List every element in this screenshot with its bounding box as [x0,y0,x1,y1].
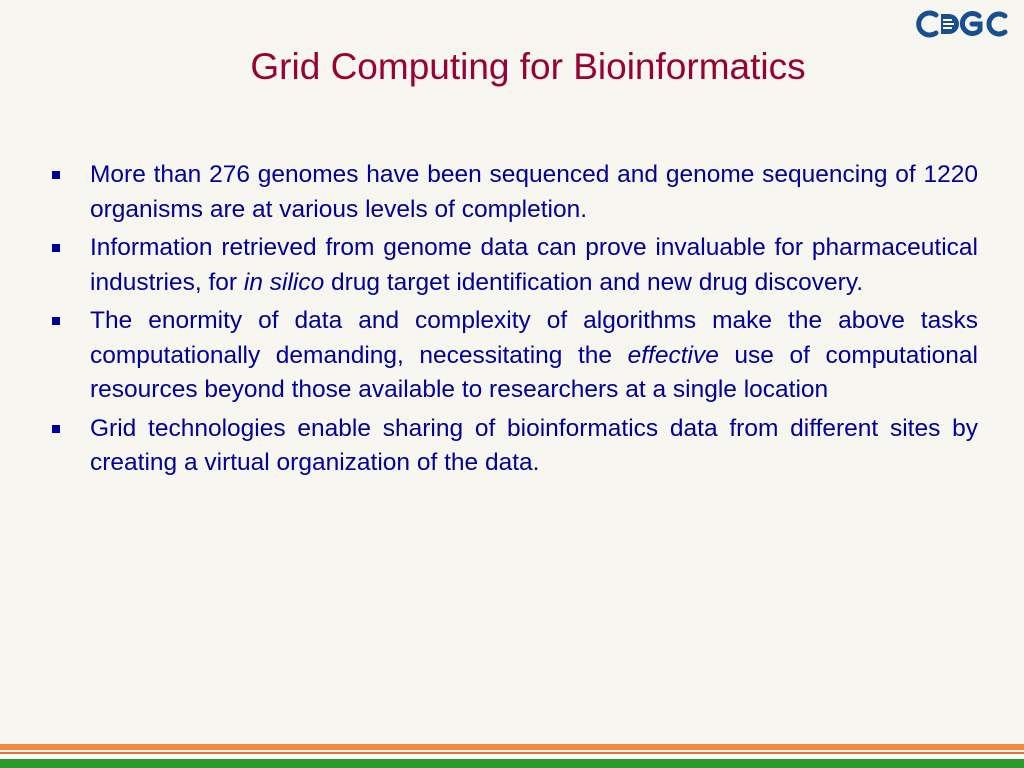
bullet-text [90,234,978,296]
bullet-item [50,304,978,408]
slide-title: Grid Computing for Bioinformatics [250,46,806,87]
bullet-text [90,307,978,403]
bullet-text-segment: More than 276 genomes have been sequenced and genome sequencing of 1220 organisms are at various levels of completion. [90,161,978,223]
square-bullet-icon [52,171,60,179]
bullet-text-segment: Grid technologies enable sharing of bioinformatics data from different sites by creating a virtual organization of the data. [90,414,978,476]
bullet-item [50,412,978,481]
square-bullet-icon [52,317,60,325]
bullet-text-italic: effective [627,341,719,369]
footer-stripe-green [0,759,1024,768]
bullet-text [90,415,978,477]
bullet-text-segment: Information retrieved from genome data can prove invaluable for pharmaceutical industries, for [90,234,978,296]
bullet-text-segment: The enormity of data and complexity of algorithms make the above tasks computationally demanding, necessitating the [90,307,978,369]
bullet-list [50,158,978,485]
square-bullet-icon [52,425,60,433]
bullet-text-segment: drug target identification and new drug discovery. [324,268,864,296]
bullet-item [50,158,978,227]
square-bullet-icon [52,244,60,252]
bullet-text-italic: in silico [243,268,325,296]
bullet-item [50,231,978,300]
bullet-text-segment: use of computational resources beyond those available to researchers at a single location [90,341,979,403]
cdgc-logo [916,8,1010,40]
bullet-text [90,161,978,223]
